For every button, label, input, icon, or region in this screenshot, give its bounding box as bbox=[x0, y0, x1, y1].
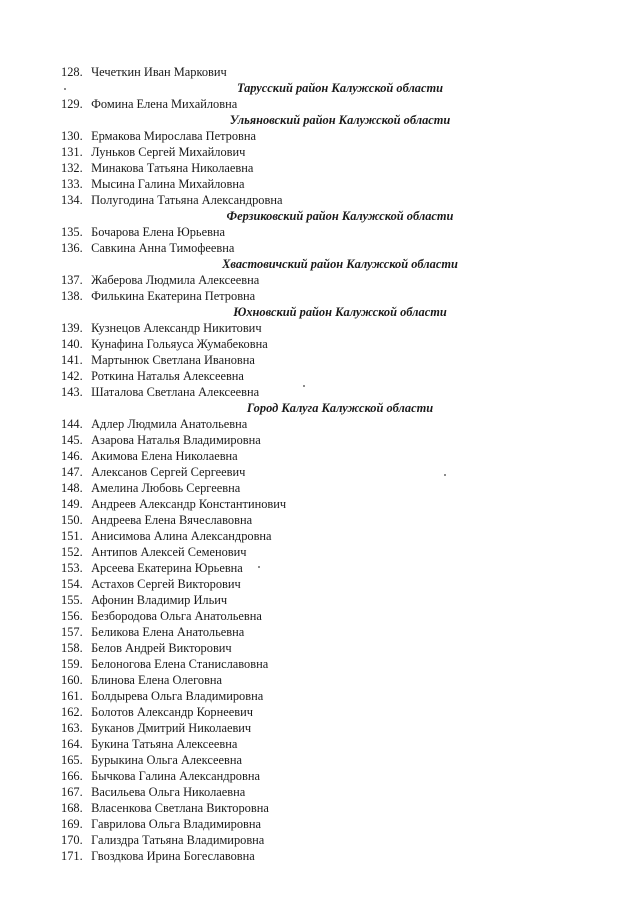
person-name: Полугодина Татьяна Александровна bbox=[91, 193, 283, 207]
item-number: 132. bbox=[61, 161, 83, 175]
person-name: Чечеткин Иван Маркович bbox=[91, 65, 227, 79]
list-item bbox=[61, 640, 581, 656]
person-name: Гаврилова Ольга Владимировна bbox=[91, 817, 261, 831]
list-item bbox=[61, 656, 581, 672]
list-item bbox=[61, 320, 581, 336]
item-number: 159. bbox=[61, 657, 83, 671]
person-name: Васильева Ольга Николаевна bbox=[91, 785, 246, 799]
list-item bbox=[61, 64, 581, 80]
person-name: Белоногова Елена Станиславовна bbox=[91, 657, 269, 671]
list-item bbox=[61, 496, 581, 512]
item-number: 134. bbox=[61, 193, 83, 207]
list-item bbox=[61, 272, 581, 288]
item-number: 141. bbox=[61, 353, 83, 367]
person-name: Азарова Наталья Владимировна bbox=[91, 433, 261, 447]
person-name: Блинова Елена Олеговна bbox=[91, 673, 223, 687]
item-number: 154. bbox=[61, 577, 83, 591]
item-number: 139. bbox=[61, 321, 83, 335]
person-name: Бурыкина Ольга Алексеевна bbox=[91, 753, 242, 767]
item-number: 133. bbox=[61, 177, 83, 191]
item-number: 149. bbox=[61, 497, 83, 511]
item-number: 152. bbox=[61, 545, 83, 559]
person-name: Савкина Анна Тимофеевна bbox=[91, 241, 235, 255]
list-item bbox=[61, 832, 581, 848]
list-item bbox=[61, 160, 581, 176]
person-name: Андреева Елена Вячеславовна bbox=[91, 513, 253, 527]
list-item bbox=[61, 752, 581, 768]
item-number: 170. bbox=[61, 833, 83, 847]
person-name: Болотов Александр Корнеевич bbox=[91, 705, 253, 719]
list-item bbox=[61, 144, 581, 160]
person-name: Луньков Сергей Михайлович bbox=[91, 145, 246, 159]
list-item bbox=[61, 848, 581, 864]
section-heading: Ферзиковский район Калужской области bbox=[226, 209, 454, 223]
list-item bbox=[61, 128, 581, 144]
list-item bbox=[61, 560, 581, 576]
list-item bbox=[61, 784, 581, 800]
person-name: Роткина Наталья Алексеевна bbox=[91, 369, 244, 383]
person-name: Мысина Галина Михайловна bbox=[91, 177, 245, 191]
item-number: 148. bbox=[61, 481, 83, 495]
item-number: 136. bbox=[61, 241, 83, 255]
item-number: 171. bbox=[61, 849, 83, 863]
list-item bbox=[61, 736, 581, 752]
list-item bbox=[61, 544, 581, 560]
item-number: 137. bbox=[61, 273, 83, 287]
name-list bbox=[61, 64, 581, 864]
list-item bbox=[61, 224, 581, 240]
list-item bbox=[61, 528, 581, 544]
list-item bbox=[61, 336, 581, 352]
person-name: Кузнецов Александр Никитович bbox=[91, 321, 262, 335]
person-name: Жаберова Людмила Алексеевна bbox=[91, 273, 260, 287]
item-number: 161. bbox=[61, 689, 83, 703]
person-name: Астахов Сергей Викторович bbox=[91, 577, 241, 591]
list-item bbox=[61, 800, 581, 816]
person-name: Букина Татьяна Алексеевна bbox=[91, 737, 238, 751]
person-name: Филькина Екатерина Петровна bbox=[91, 289, 256, 303]
item-number: 130. bbox=[61, 129, 83, 143]
list-item bbox=[61, 416, 581, 432]
item-number: 140. bbox=[61, 337, 83, 351]
person-name: Гвоздкова Ирина Богеславовна bbox=[91, 849, 255, 863]
list-item bbox=[61, 240, 581, 256]
item-number: 135. bbox=[61, 225, 83, 239]
person-name: Безбородова Ольга Анатольевна bbox=[91, 609, 262, 623]
section-heading: Тарусский район Калужской области bbox=[236, 81, 444, 95]
person-name: Амелина Любовь Сергеевна bbox=[91, 481, 241, 495]
section-heading: Хвастовичский район Калужской области bbox=[222, 257, 458, 271]
item-number: 157. bbox=[61, 625, 83, 639]
person-name: Минакова Татьяна Николаевна bbox=[91, 161, 254, 175]
item-number: 165. bbox=[61, 753, 83, 767]
item-number: 128. bbox=[61, 65, 83, 79]
item-number: 131. bbox=[61, 145, 83, 159]
list-item bbox=[61, 464, 581, 480]
list-item bbox=[61, 192, 581, 208]
item-number: 155. bbox=[61, 593, 83, 607]
person-name: Афонин Владимир Ильич bbox=[91, 593, 228, 607]
list-item bbox=[61, 352, 581, 368]
person-name: Кунафина Гольяуса Жумабековна bbox=[91, 337, 268, 351]
item-number: 160. bbox=[61, 673, 83, 687]
item-number: 163. bbox=[61, 721, 83, 735]
section-heading: Юхновский район Калужской области bbox=[233, 305, 447, 319]
person-name: Белов Андрей Викторович bbox=[91, 641, 232, 655]
item-number: 158. bbox=[61, 641, 83, 655]
item-number: 142. bbox=[61, 369, 83, 383]
person-name: Власенкова Светлана Викторовна bbox=[91, 801, 269, 815]
person-name: Бочарова Елена Юрьевна bbox=[91, 225, 226, 239]
list-item bbox=[61, 288, 581, 304]
list-item bbox=[61, 96, 581, 112]
list-item bbox=[61, 480, 581, 496]
list-item bbox=[61, 512, 581, 528]
person-name: Болдырева Ольга Владимировна bbox=[91, 689, 264, 703]
section-heading: Город Калуга Калужской области bbox=[246, 401, 434, 415]
list-item bbox=[61, 608, 581, 624]
item-number: 156. bbox=[61, 609, 83, 623]
list-item bbox=[61, 624, 581, 640]
person-name: Анисимова Алина Александровна bbox=[91, 529, 272, 543]
item-number: 129. bbox=[61, 97, 83, 111]
item-number: 144. bbox=[61, 417, 83, 431]
item-number: 164. bbox=[61, 737, 83, 751]
list-item bbox=[61, 704, 581, 720]
item-number: 169. bbox=[61, 817, 83, 831]
item-number: 138. bbox=[61, 289, 83, 303]
item-number: 167. bbox=[61, 785, 83, 799]
person-name: Алексанов Сергей Сергеевич bbox=[91, 465, 246, 479]
list-item bbox=[61, 432, 581, 448]
person-name: Беликова Елена Анатольевна bbox=[91, 625, 245, 639]
person-name: Буканов Дмитрий Николаевич bbox=[91, 721, 252, 735]
list-item bbox=[61, 448, 581, 464]
list-item bbox=[61, 384, 581, 400]
person-name: Гализдра Татьяна Владимировна bbox=[91, 833, 265, 847]
person-name: Арсеева Екатерина Юрьевна bbox=[91, 561, 243, 575]
section-heading: Ульяновский район Калужской области bbox=[229, 113, 451, 127]
person-name: Антипов Алексей Семенович bbox=[91, 545, 247, 559]
item-number: 168. bbox=[61, 801, 83, 815]
item-number: 147. bbox=[61, 465, 83, 479]
person-name: Ермакова Мирослава Петровна bbox=[91, 129, 257, 143]
list-item bbox=[61, 592, 581, 608]
person-name: Шаталова Светлана Алексеевна bbox=[91, 385, 260, 399]
list-item bbox=[61, 368, 581, 384]
item-number: 145. bbox=[61, 433, 83, 447]
person-name: Адлер Людмила Анатольевна bbox=[91, 417, 248, 431]
list-item bbox=[61, 672, 581, 688]
item-number: 143. bbox=[61, 385, 83, 399]
list-item bbox=[61, 176, 581, 192]
item-number: 162. bbox=[61, 705, 83, 719]
person-name: Мартынюк Светлана Ивановна bbox=[91, 353, 255, 367]
person-name: Бычкова Галина Александровна bbox=[91, 769, 260, 783]
list-item bbox=[61, 768, 581, 784]
list-item bbox=[61, 576, 581, 592]
person-name: Андреев Александр Константинович bbox=[91, 497, 287, 511]
item-number: 150. bbox=[61, 513, 83, 527]
person-name: Акимова Елена Николаевна bbox=[91, 449, 238, 463]
list-item bbox=[61, 688, 581, 704]
item-number: 166. bbox=[61, 769, 83, 783]
item-number: 153. bbox=[61, 561, 83, 575]
item-number: 151. bbox=[61, 529, 83, 543]
item-number: 146. bbox=[61, 449, 83, 463]
person-name: Фомина Елена Михайловна bbox=[91, 97, 238, 111]
list-item bbox=[61, 816, 581, 832]
list-item bbox=[61, 720, 581, 736]
